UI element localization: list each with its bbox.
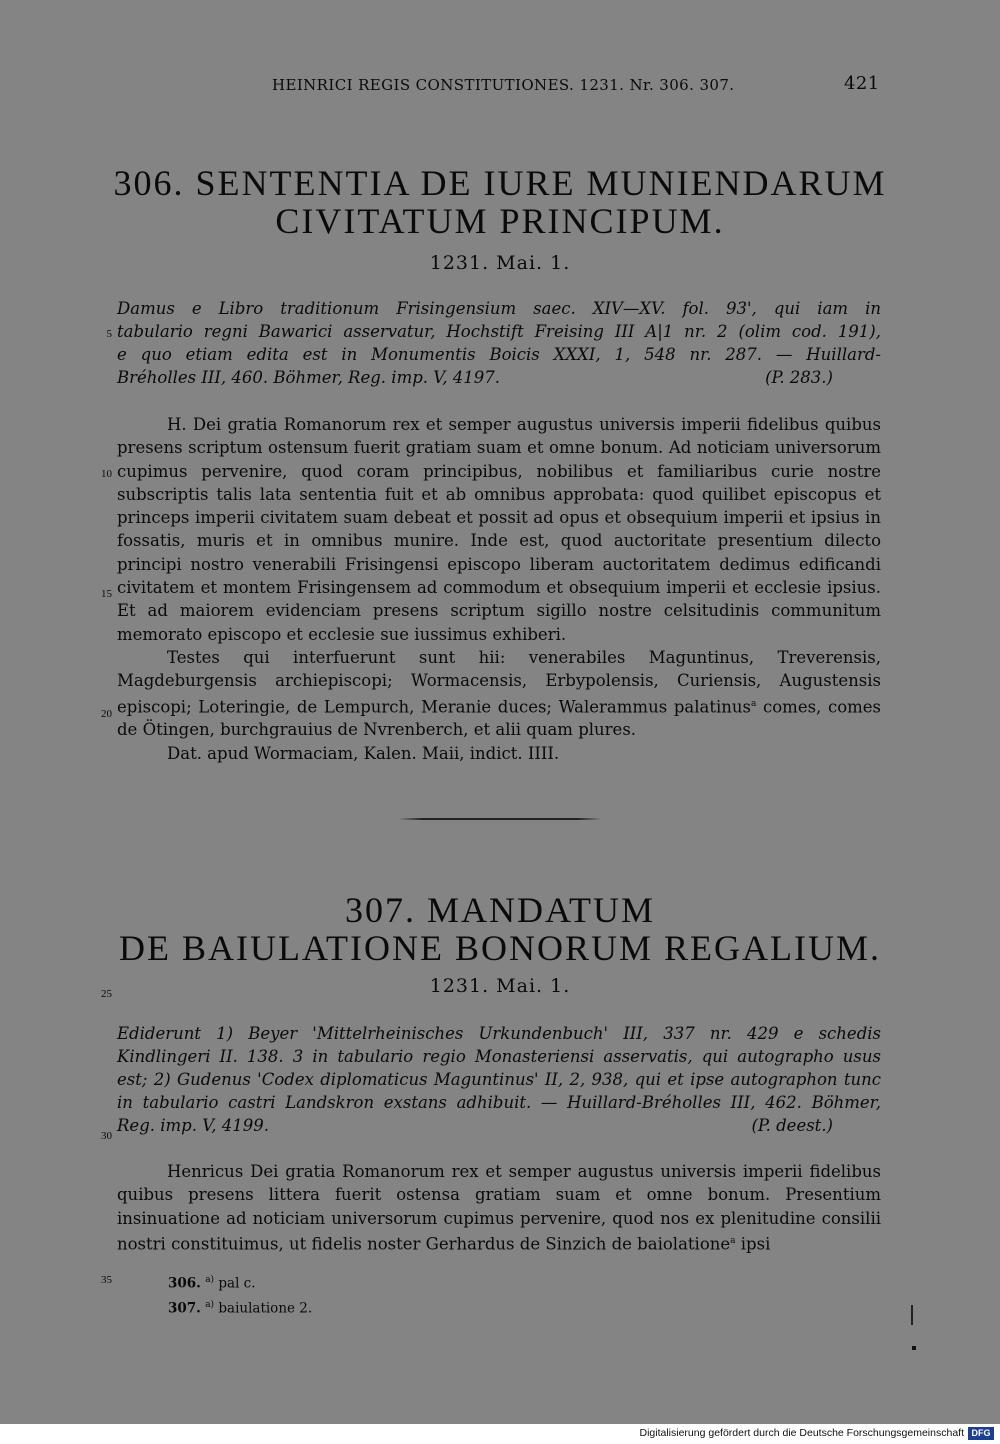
para-text: Testes qui interfuerunt sunt hii: venerabiles Maguntinus, Treverensis, Magdeburgensis archiepiscopi; Wormacensis, Erbypolensis, Curiensis, Augustensis episcopi; Loteringie, de Lempurch, Meranie duces; Walerammus palatinus — [117, 647, 881, 717]
doc307-title-line2: DE BAIULATIONE BONORUM REGALIUM. — [119, 928, 881, 968]
doc306-date: 1231. Mai. 1. — [429, 252, 571, 274]
footnote-mark: a) — [205, 1275, 215, 1285]
scan-edge-mark — [911, 1305, 913, 1325]
para-text: Henricus Dei gratia Romanorum rex et semper augustus universis imperii fidelibus quibus presens littera fuerit ostensa gratiam suam et omne bonum. Presentium insinuatione ad noticiam universorum cupimus pervenire, quod nos ex plenitudine consilii nostri constituimus, ut fidelis noster Gerhardus de Sinzich de baiolatione — [117, 1162, 881, 1254]
source-siglum: (P. deest.) — [751, 1116, 833, 1135]
source-line: e quo etiam edita est in Monumentis Boicis XXXI, 1, 548 nr. 287. — Huillard- — [117, 345, 881, 364]
source-siglum: (P. 283.) — [765, 368, 833, 387]
doc307-source-note — [117, 1022, 881, 1137]
source-last: Reg. imp. V, 4199. — [117, 1116, 269, 1135]
footnote-ref: 307. — [168, 1300, 201, 1316]
section-separator — [398, 818, 602, 820]
doc306-paragraph-1: H. Dei gratia Romanorum rex et semper augustus universis imperii fidelibus quibus presens scriptum ostensum fuerit gratiam suam et omne bonum. Ad noticiam universorum cupimus pervenire, quod coram principibus, nobilibus et familiaribus curie nostre subscriptis talis lata sententia fuit et ab omnibus approbata: quod quilibet episcopus et princeps imperii civitatem suam debeat et possit ad opus et obsequium imperii et ipsius in fossatis, muris et in omnibus munire. Inde est, quod auctoritate presentium dilecto principi nostro venerabili Frisingensi episcopo liberam auctoritatem dedimus edificandi civitatem et montem Frisingensem ad commodum et obsequium imperii et ecclesie ipsius. Et ad maiorem evidenciam presens scriptum sigillo nostre celsitudinis communitum memorato episcopo et ecclesie sue iussimus exhiberi. — [117, 415, 881, 644]
doc307-date: 1231. Mai. 1. — [429, 975, 571, 997]
doc306-title-line1: 306. SENTENTIA DE IURE MUNIENDARUM — [113, 163, 887, 203]
doc306-paragraph-2 — [117, 646, 881, 742]
doc306-text — [117, 413, 881, 765]
footnote-ref: 306. — [168, 1275, 201, 1292]
line-number: 30 — [101, 1130, 112, 1142]
line-number: 10 — [101, 468, 112, 480]
source-last: Bréholles III, 460. Böhmer, Reg. imp. V, 4197. — [117, 368, 501, 387]
footnotes — [168, 1270, 312, 1319]
footnote-text: baiulatione 2. — [218, 1300, 313, 1316]
source-last-line — [117, 1114, 881, 1137]
running-title: HEINRICI REGIS CONSTITUTIONES. 1231. Nr. 306. 307. — [272, 76, 735, 94]
line-number: 5 — [106, 328, 112, 340]
footnote-mark: a) — [205, 1299, 215, 1310]
doc307-text — [117, 1160, 881, 1256]
doc307-paragraph-1 — [117, 1160, 881, 1256]
line-number: 15 — [101, 588, 112, 600]
source-last-line — [117, 366, 881, 389]
footer-credit: Digitalisierung gefördert durch die Deutsche Forschungsgemeinschaft — [639, 1427, 964, 1439]
source-line: est; 2) Gudenus 'Codex diplomaticus Maguntinus' II, 2, 938, qui et ipse autographon tunc — [117, 1070, 881, 1089]
source-line: tabulario regni Bawarici asservatur, Hochstift Freising III A|1 nr. 2 (olim cod. 191), — [117, 322, 881, 341]
footnote — [168, 1270, 312, 1295]
scan-dot — [912, 1346, 916, 1350]
line-number: 35 — [101, 1274, 112, 1286]
doc306-paragraph-3: Dat. apud Wormaciam, Kalen. Maii, indict. IIII. — [167, 743, 560, 763]
dfg-logo-icon: DFG — [968, 1427, 994, 1440]
source-line: Ediderunt 1) Beyer 'Mittelrheinisches Urkundenbuch' III, 337 nr. 429 e schedis — [117, 1024, 881, 1043]
doc306-title-line2: CIVITATUM PRINCIPUM. — [275, 201, 725, 241]
line-number: 25 — [101, 988, 112, 1000]
source-line: Damus e Libro traditionum Frisingensium saec. XIV—XV. fol. 93', qui iam in — [117, 299, 881, 318]
source-line: in tabulario castri Landskron exstans adhibuit. — Huillard-Bréholles III, 462. Böhmer, — [117, 1093, 881, 1112]
page-number: 421 — [844, 73, 880, 94]
footnote-text: pal c. — [218, 1275, 256, 1292]
para-text: ipsi — [735, 1234, 771, 1254]
doc306-source-note — [117, 297, 881, 389]
doc307-title-line1: 307. MANDATUM — [344, 890, 655, 930]
footnote — [168, 1295, 312, 1320]
para-text: comes, comes de Ötingen, burchgrauius de Nvrenberch, et alii quam plures. — [117, 697, 882, 740]
footer-bar — [0, 1424, 1000, 1444]
footnote-mark: a — [750, 698, 757, 709]
footnote-mark: a — [730, 1235, 736, 1246]
line-number: 20 — [101, 708, 112, 720]
source-line: Kindlingeri II. 138. 3 in tabulario regio Monasteriensi asservatis, qui autographo usus — [117, 1047, 881, 1066]
